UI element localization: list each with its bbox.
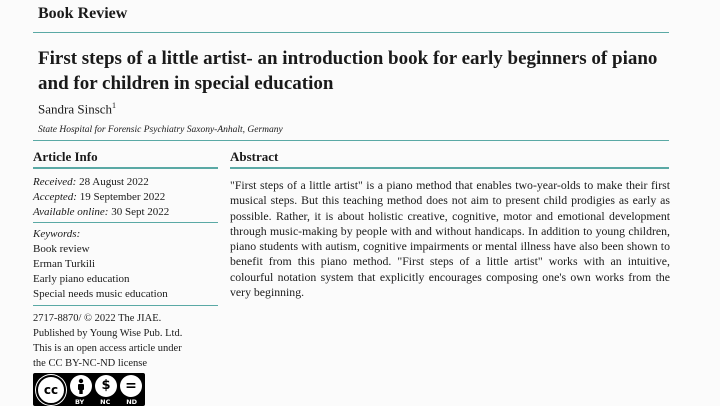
publisher-line: Published by Young Wise Pub. Ltd. [33, 328, 183, 339]
license-line: the CC BY-NC-ND license [33, 358, 148, 369]
dates-divider [33, 222, 218, 223]
section-label: Book Review [38, 5, 128, 22]
article-dates [33, 175, 213, 220]
abstract-text: "First steps of a little artist" is a piano method that enables two-year-olds to make their first musical steps. But this teaching method does not aim to present child prodigies as early as possible. Rather, it is about holistic creative, cognitive, motor and emotional development through music-making by people with and without handicaps. In addition to young children, piano students with autism, cognitive impairments or mental illness have also been shown to benefit from this piano method. "First steps of a little artist" works with an intuitive, colourful notation system that explicitly encourages composing one's own works from the very beginning. [230, 178, 670, 300]
abstract-heading: Abstract [230, 149, 279, 164]
accepted-date: Accepted: 19 September 2022 [33, 191, 166, 203]
affiliation: State Hospital for Forensic Psychiatry Saxony-Anhalt, Germany [38, 125, 283, 135]
header-divider [33, 32, 669, 33]
cc-license-badge[interactable] [33, 373, 145, 406]
copyright-block [33, 311, 213, 371]
keyword-item: Special needs music education [33, 288, 168, 300]
abstract-divider [230, 167, 669, 169]
received-date: Received: 28 August 2022 [33, 176, 149, 188]
keyword-item: Early piano education [33, 273, 130, 285]
nd-tag: ND [126, 398, 138, 406]
online-date: Available online: 30 Sept 2022 [33, 206, 170, 218]
open-access-line: This is an open access article under [33, 343, 182, 354]
nc-dollar-icon: $ [95, 375, 117, 397]
author [38, 101, 116, 117]
by-person-icon [70, 375, 92, 397]
article-title: First steps of a little artist- an introduction book for early beginners of piano and for children in special education [38, 48, 658, 94]
keyword-item: Book review [33, 243, 90, 255]
nd-equals-icon: = [120, 375, 142, 397]
info-divider [33, 167, 218, 169]
keywords-label: Keywords: [33, 228, 81, 240]
cc-tags [67, 398, 145, 406]
cc-icon: cc [36, 375, 66, 405]
nc-tag: NC [100, 398, 111, 406]
issn-line: 2717-8870/ © 2022 The JIAE. [33, 313, 162, 324]
keywords-block [33, 227, 213, 302]
keyword-item: Erman Turkili [33, 258, 96, 270]
article-info-heading: Article Info [33, 149, 98, 164]
meta-divider [33, 140, 669, 141]
keywords-divider [33, 305, 218, 306]
by-tag: BY [74, 398, 85, 406]
author-affiliation-marker: 1 [112, 101, 117, 110]
author-name: Sandra Sinsch [38, 101, 113, 117]
